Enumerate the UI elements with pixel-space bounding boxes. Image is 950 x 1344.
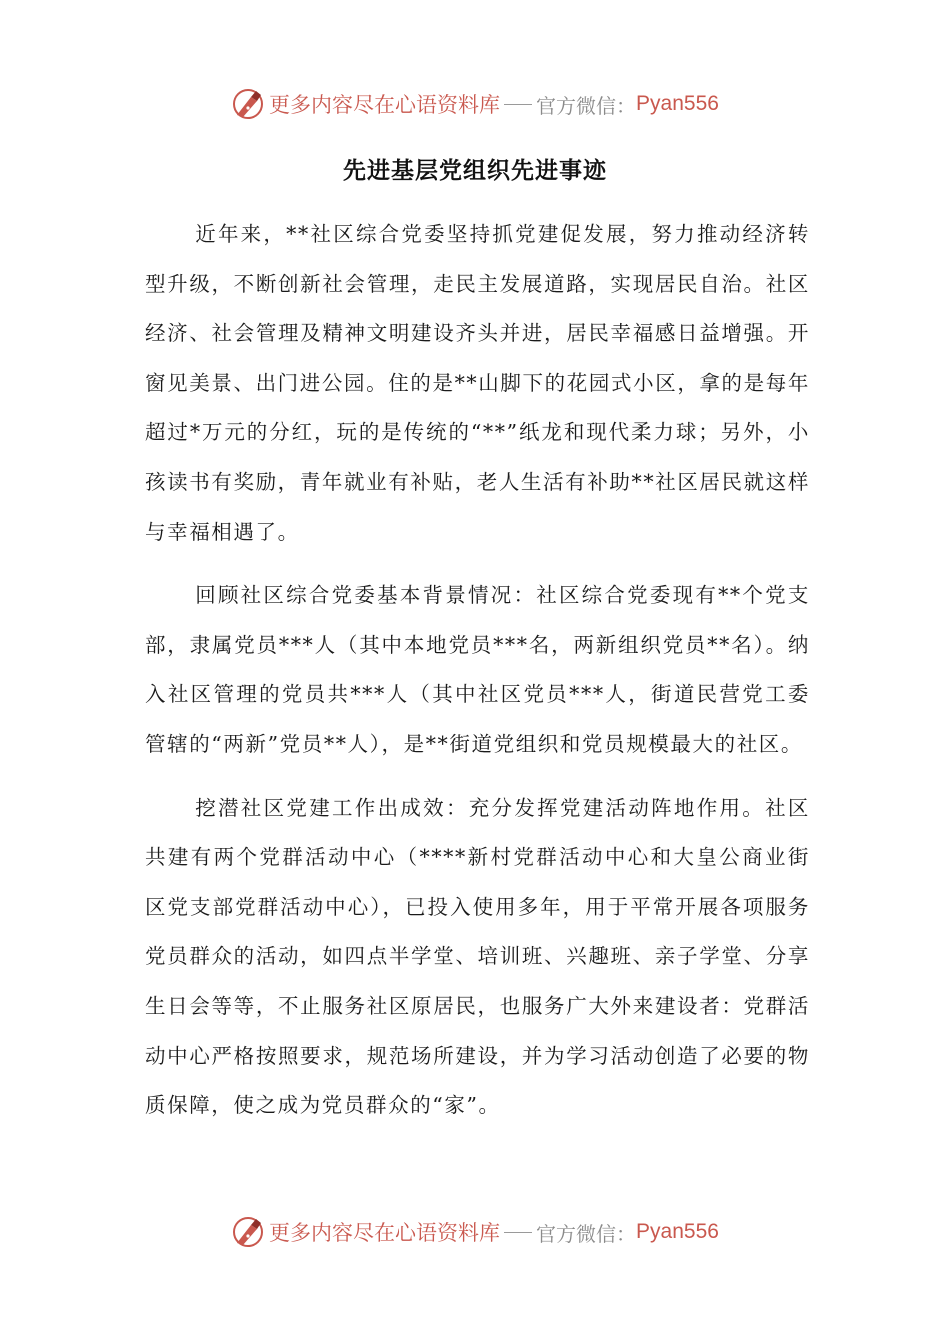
header-banner (0, 84, 950, 124)
document-title: 先进基层党组织先进事迹 (343, 157, 607, 184)
banner-sub-text: 官方微信： (536, 1221, 637, 1246)
paragraph-background: 回顾社区综合党委基本背景情况：社区综合党委现有**个党支部，隶属党员***人（其中本地党员***名，两新组织党员**名）。纳入社区管理的党员共***人（其中社区党员***人，街道民营党工委管辖的“两新”党员**人），是**街道党组织和党员规模最大的社区。 (145, 583, 810, 756)
banner-main-text: 更多内容尽在心语资料库 (269, 1221, 501, 1245)
footer-banner (0, 1212, 950, 1252)
pen-nib-logo-icon (231, 87, 265, 121)
document-body (145, 210, 810, 1145)
banner-wechat-id: Pyan556 (636, 92, 719, 115)
banner-dash (504, 104, 532, 105)
banner-sub-text: 官方微信： (536, 93, 637, 118)
banner-main-text: 更多内容尽在心语资料库 (269, 93, 501, 117)
pen-nib-logo-icon (231, 1215, 265, 1249)
paragraph-achievements: 挖潜社区党建工作出成效：充分发挥党建活动阵地作用。社区共建有两个党群活动中心（****新村党群活动中心和大皇公商业街区党支部党群活动中心），已投入使用多年，用于平常开展各项服务党员群众的活动，如四点半学堂、培训班、兴趣班、亲子学堂、分享生日会等等，不止服务社区原居民，也服务广大外来建设者：党群活动中心严格按照要求，规范场所建设，并为学习活动创造了必要的物质保障，使之成为党员群众的“家”。 (145, 795, 810, 1118)
banner-dash (504, 1232, 532, 1233)
paragraph-intro: 近年来，**社区综合党委坚持抓党建促发展，努力推动经济转型升级，不断创新社会管理，走民主发展道路，实现居民自治。社区经济、社会管理及精神文明建设齐头并进，居民幸福感日益增强。开窗见美景、出门进公园。住的是**山脚下的花园式小区，拿的是每年超过*万元的分红，玩的是传统的“**”纸龙和现代柔力球；另外，小孩读书有奖励，青年就业有补贴，老人生活有补助**社区居民就这样与幸福相遇了。 (145, 222, 810, 544)
banner-wechat-id: Pyan556 (636, 1220, 719, 1243)
